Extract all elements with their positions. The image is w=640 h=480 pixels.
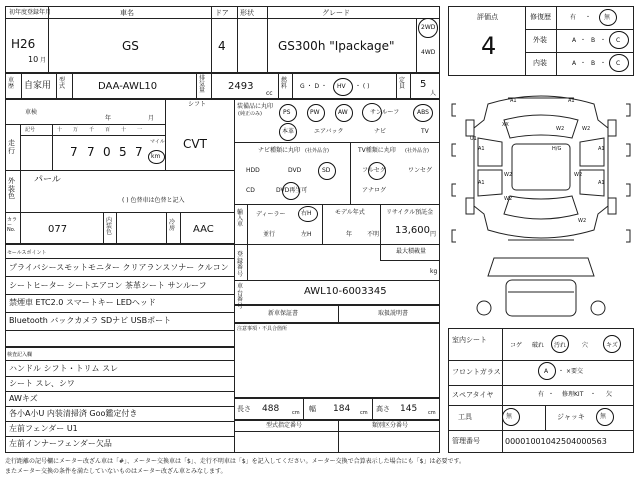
exterior-grade-label: 外装 bbox=[533, 36, 547, 44]
unit-jyu1: 十 bbox=[57, 127, 63, 133]
use-label: 車歴 bbox=[8, 77, 15, 90]
type-value: DAA-AWL10 bbox=[98, 81, 158, 92]
height-unit: cm bbox=[428, 410, 436, 416]
dmg-w2a: W2 bbox=[556, 126, 565, 132]
equip-ps: PS bbox=[283, 109, 291, 116]
width-label: 幅 bbox=[309, 405, 316, 413]
rating-label: 評価点 bbox=[477, 13, 498, 21]
fuel-hv: HV bbox=[337, 83, 346, 90]
grade-label: グレード bbox=[322, 9, 350, 17]
height-value: 145 bbox=[400, 404, 418, 414]
fuel-options: G ・ D ・ bbox=[300, 83, 327, 90]
navi-dvd: DVD bbox=[288, 167, 302, 174]
unit-hyaku: 百 bbox=[105, 127, 111, 133]
sales-point-line-1: プライバシースモットモニター クリアランスソナー クルコン bbox=[9, 263, 229, 272]
recycle-yen: 円 bbox=[430, 231, 437, 238]
cooler-value: AAC bbox=[193, 224, 214, 235]
equip-abs: ABS bbox=[417, 109, 429, 116]
import-right-h: 右H bbox=[301, 210, 312, 217]
sales-point-line-2: シートヒーター シートエアコン 茶革シート サンルーフ bbox=[9, 281, 207, 290]
drive-2wd: 2WD bbox=[421, 24, 436, 31]
tv-oneseg: ワンセグ bbox=[408, 167, 433, 174]
sales-point-line-3: 禁煙車 ETC2.0 スマートキー LEDヘッド bbox=[9, 298, 156, 307]
interior-grade-b: B bbox=[591, 60, 596, 67]
mileage-digit-4: 5 bbox=[119, 145, 127, 159]
import-dealer: ディーラー bbox=[256, 211, 286, 218]
class-label: 類別区分番号 bbox=[372, 422, 409, 429]
type-cert-label: 型式指定番号 bbox=[266, 422, 303, 429]
spare-tire-label: スペアタイヤ bbox=[452, 391, 494, 399]
equip-sunroof: サンルーフ bbox=[370, 109, 400, 116]
dmg-a1-l2: A1 bbox=[478, 180, 485, 186]
import-label: 輸入車 bbox=[237, 209, 244, 228]
drive-4wd: 4WD bbox=[421, 49, 436, 56]
dmg-a1-r2: A1 bbox=[598, 180, 605, 186]
capacity-value: 5 bbox=[420, 79, 427, 90]
inspection-month: 月 bbox=[148, 115, 155, 122]
inspector-note-4: 各小A小U 内装清掃済 Goo鑑定付き bbox=[9, 409, 138, 418]
tv-analog: アナログ bbox=[362, 187, 387, 194]
length-value: 488 bbox=[262, 404, 280, 414]
inspector-note-5: 左前フェンダー U1 bbox=[9, 424, 78, 433]
equip-airbag: エアバック bbox=[314, 128, 344, 135]
inspection-year: 年 bbox=[105, 115, 112, 122]
room-seat-koge: コゲ bbox=[510, 342, 523, 349]
navi-hdd: HDD bbox=[246, 167, 260, 174]
spare-tire-missing: 欠 bbox=[606, 391, 613, 398]
door-label: ドア bbox=[215, 9, 229, 17]
unit-ichi: 一 bbox=[137, 127, 143, 133]
max-load-unit: kg bbox=[430, 268, 438, 275]
dmg-w2-l2: W2 bbox=[504, 196, 513, 202]
dmg-a1-top2: A1 bbox=[568, 98, 575, 104]
interior-grade-label: 内装 bbox=[533, 59, 547, 67]
navi-dvdplay: DVD再生可 bbox=[276, 187, 308, 194]
dmg-w2-r2: W2 bbox=[578, 218, 587, 224]
footer-line-1: 走行距離の記号欄にメーター改ざん車は「#」、メーター交換車は「$」、走行不明車は「$」を記入してください。メーター交換で合算表示した場合にも「$」は必要です。 bbox=[5, 458, 466, 465]
equip-aw: AW bbox=[338, 109, 348, 116]
exterior-color-note: ( ) 色替車は色替と記入 bbox=[122, 197, 185, 204]
room-seat-label: 室内シート bbox=[452, 336, 487, 344]
width-value: 184 bbox=[333, 404, 351, 414]
dmg-w2b: W2 bbox=[582, 126, 591, 132]
repair-no: 無 bbox=[604, 14, 611, 21]
dmg-a1-top: A1 bbox=[510, 98, 517, 104]
recycle-value: 13,600 bbox=[395, 225, 430, 236]
fuel-rest: ・ ( ) bbox=[355, 83, 370, 90]
model-year-unknown: 不明 bbox=[367, 231, 380, 238]
equipment-title: 装備品に丸印 bbox=[237, 103, 274, 110]
exterior-grade-b: B bbox=[591, 37, 596, 44]
unit-sen: 千 bbox=[89, 127, 95, 133]
max-load-label: 最大積載量 bbox=[396, 248, 427, 255]
warranty-row bbox=[234, 305, 440, 323]
cc-unit: cc bbox=[266, 90, 273, 97]
tools-value: 無 bbox=[506, 413, 513, 420]
interior-grade-c: C bbox=[616, 60, 621, 67]
height-label: 高さ bbox=[376, 405, 390, 413]
grade-value: GS300h "Ipackage" bbox=[278, 39, 395, 53]
inspector-note-1: ハンドル シフト・トリム スレ bbox=[9, 364, 119, 373]
dmg-hg: H/G bbox=[552, 146, 562, 152]
notes-block bbox=[234, 323, 440, 398]
tools-label: 工具 bbox=[458, 413, 472, 421]
notes-label: 注意事項・不具合箇所 bbox=[237, 326, 288, 332]
tv-fullseg: フルセグ bbox=[362, 167, 386, 174]
tv-title: TV種類に丸印 bbox=[358, 147, 396, 154]
cooler-label: 冷房 bbox=[169, 219, 176, 232]
mileage-digit-1: 7 bbox=[70, 145, 78, 159]
capacity-unit: 人 bbox=[430, 90, 437, 97]
jack-label: ジャッキ bbox=[557, 413, 585, 421]
dmg-a1-l: A1 bbox=[478, 146, 485, 152]
spare-tire-dot1: ・ bbox=[548, 391, 555, 398]
displacement-label: 排気量 bbox=[199, 75, 206, 94]
recycle-label: リサイクル預託金 bbox=[386, 209, 434, 216]
exterior-grade-c: C bbox=[616, 37, 621, 44]
mileage-digit-5: 7 bbox=[135, 145, 143, 159]
fuel-label: 燃料 bbox=[281, 77, 288, 90]
inspector-note-3: AWキズ bbox=[9, 394, 38, 403]
exterior-color-label: 外装色 bbox=[8, 177, 15, 201]
color-no-value: 077 bbox=[48, 224, 68, 235]
control-no-label: 管理番号 bbox=[452, 437, 480, 445]
mileage-record-label: 記号 bbox=[25, 127, 36, 133]
control-no-value: 00001001042504000563 bbox=[505, 437, 607, 446]
first-reg-label: 初年度登録年月 bbox=[9, 9, 52, 16]
left-block bbox=[5, 99, 235, 244]
spare-tire-dot2: ・ bbox=[590, 391, 597, 398]
equip-navi: ナビ bbox=[374, 128, 387, 135]
interior-grade-a: A bbox=[572, 60, 577, 67]
dmg-w2-l1: W2 bbox=[504, 172, 513, 178]
shift-label: シフト bbox=[188, 101, 207, 108]
navi-paren: (社外品含) bbox=[305, 148, 329, 154]
import-left-h: 左H bbox=[301, 231, 312, 238]
chassis-label: 車台番号 bbox=[237, 283, 244, 310]
doors-value: 4 bbox=[218, 39, 226, 53]
row2-section bbox=[5, 73, 440, 99]
use-value: 自家用 bbox=[24, 81, 52, 91]
reg-no-label: 登録番号 bbox=[237, 251, 244, 278]
length-unit: cm bbox=[292, 410, 300, 416]
equip-leather: 本革 bbox=[282, 128, 295, 135]
spare-tire-kit: 修理KIT bbox=[562, 391, 584, 398]
type-label: 型式 bbox=[59, 77, 66, 90]
front-glass-label: フロントガラス bbox=[452, 368, 501, 376]
navi-title: ナビ種類に丸印 bbox=[258, 147, 301, 154]
repair-label: 修復歴 bbox=[530, 13, 551, 21]
inspector-notes-label: 検査記入欄 bbox=[7, 352, 33, 358]
unit-jyu2: 十 bbox=[121, 127, 127, 133]
inspector-notes-block bbox=[5, 347, 235, 453]
inspector-note-2: シート スレ、シワ bbox=[9, 379, 75, 388]
front-glass-replace: ×要交 bbox=[566, 368, 584, 375]
dmg-u1: U1 bbox=[470, 136, 477, 142]
navi-sd: SD bbox=[322, 167, 331, 174]
exterior-grade-a: A bbox=[572, 37, 577, 44]
sales-point-line-4: Bluetooth バックカメラ SDナビ USBポート bbox=[9, 316, 172, 325]
length-label: 長さ bbox=[237, 405, 251, 413]
mileage-digit-3: 0 bbox=[103, 145, 111, 159]
repair-yes: 有 bbox=[570, 14, 577, 21]
tv-paren: (社外品含) bbox=[405, 148, 429, 154]
sales-points-label: セールスポイント bbox=[7, 250, 47, 256]
import-parallel: 並行 bbox=[263, 231, 276, 238]
equip-pw: PW bbox=[310, 109, 320, 116]
dmg-xx: XX bbox=[502, 122, 509, 128]
inspector-note-6: 左前インナーフェンダー欠品 bbox=[9, 439, 112, 448]
shift-value: CVT bbox=[183, 137, 207, 151]
model-year-year: 年 bbox=[346, 231, 353, 238]
interior-color-label: 内装色 bbox=[106, 217, 113, 236]
type-cert-row bbox=[234, 420, 440, 453]
first-reg-month: 10 bbox=[28, 55, 39, 64]
car-damage-diagram bbox=[448, 80, 634, 324]
capacity-label: 定員 bbox=[399, 77, 406, 90]
spare-tire-yes: 有 bbox=[538, 391, 545, 398]
sales-points-block bbox=[5, 244, 235, 347]
color-no-label: カラーNo. bbox=[7, 217, 18, 233]
car-name-label: 車名 bbox=[120, 9, 134, 17]
mileage-mile: マイル bbox=[150, 139, 165, 145]
jack-value: 無 bbox=[600, 413, 607, 420]
dmg-a1-r: A1 bbox=[598, 146, 605, 152]
dmg-w2-r: W2 bbox=[574, 172, 583, 178]
warranty-label: 新車保証書 bbox=[268, 310, 299, 317]
room-seat-scratch: キズ bbox=[606, 342, 618, 349]
equip-tv: TV bbox=[421, 128, 429, 135]
month-unit: 月 bbox=[40, 57, 47, 64]
rating-value: 4 bbox=[481, 32, 497, 60]
room-seat-stain: 汚れ bbox=[554, 342, 567, 349]
room-seat-tear: 破れ bbox=[532, 342, 545, 349]
inspection-label: 車検 bbox=[25, 109, 38, 116]
unit-man: 万 bbox=[73, 127, 79, 133]
room-seat-hole: 穴 bbox=[582, 342, 589, 349]
mileage-label: 走行 bbox=[8, 139, 15, 155]
model-year-label: モデル年式 bbox=[335, 209, 365, 216]
front-glass-a: A bbox=[544, 368, 549, 375]
mileage-digit-2: 7 bbox=[87, 145, 95, 159]
first-reg-value: H26 bbox=[11, 37, 36, 51]
manual-label: 取扱説明書 bbox=[378, 310, 409, 317]
navi-cd: CD bbox=[246, 187, 255, 194]
displacement-value: 2493 bbox=[228, 81, 254, 92]
mileage-km: km bbox=[151, 153, 161, 160]
chassis-value: AWL10-6003345 bbox=[304, 286, 387, 297]
exterior-color-value: パール bbox=[34, 175, 61, 185]
car-name-value: GS bbox=[122, 39, 139, 53]
footer-line-2: またメーター交換の条件を満たしていないものはメーター改ざん車とみなします。 bbox=[5, 468, 227, 475]
shape-label: 形状 bbox=[240, 9, 254, 17]
width-unit: cm bbox=[360, 410, 368, 416]
equipment-subtitle: (純正のみ) bbox=[238, 111, 262, 117]
